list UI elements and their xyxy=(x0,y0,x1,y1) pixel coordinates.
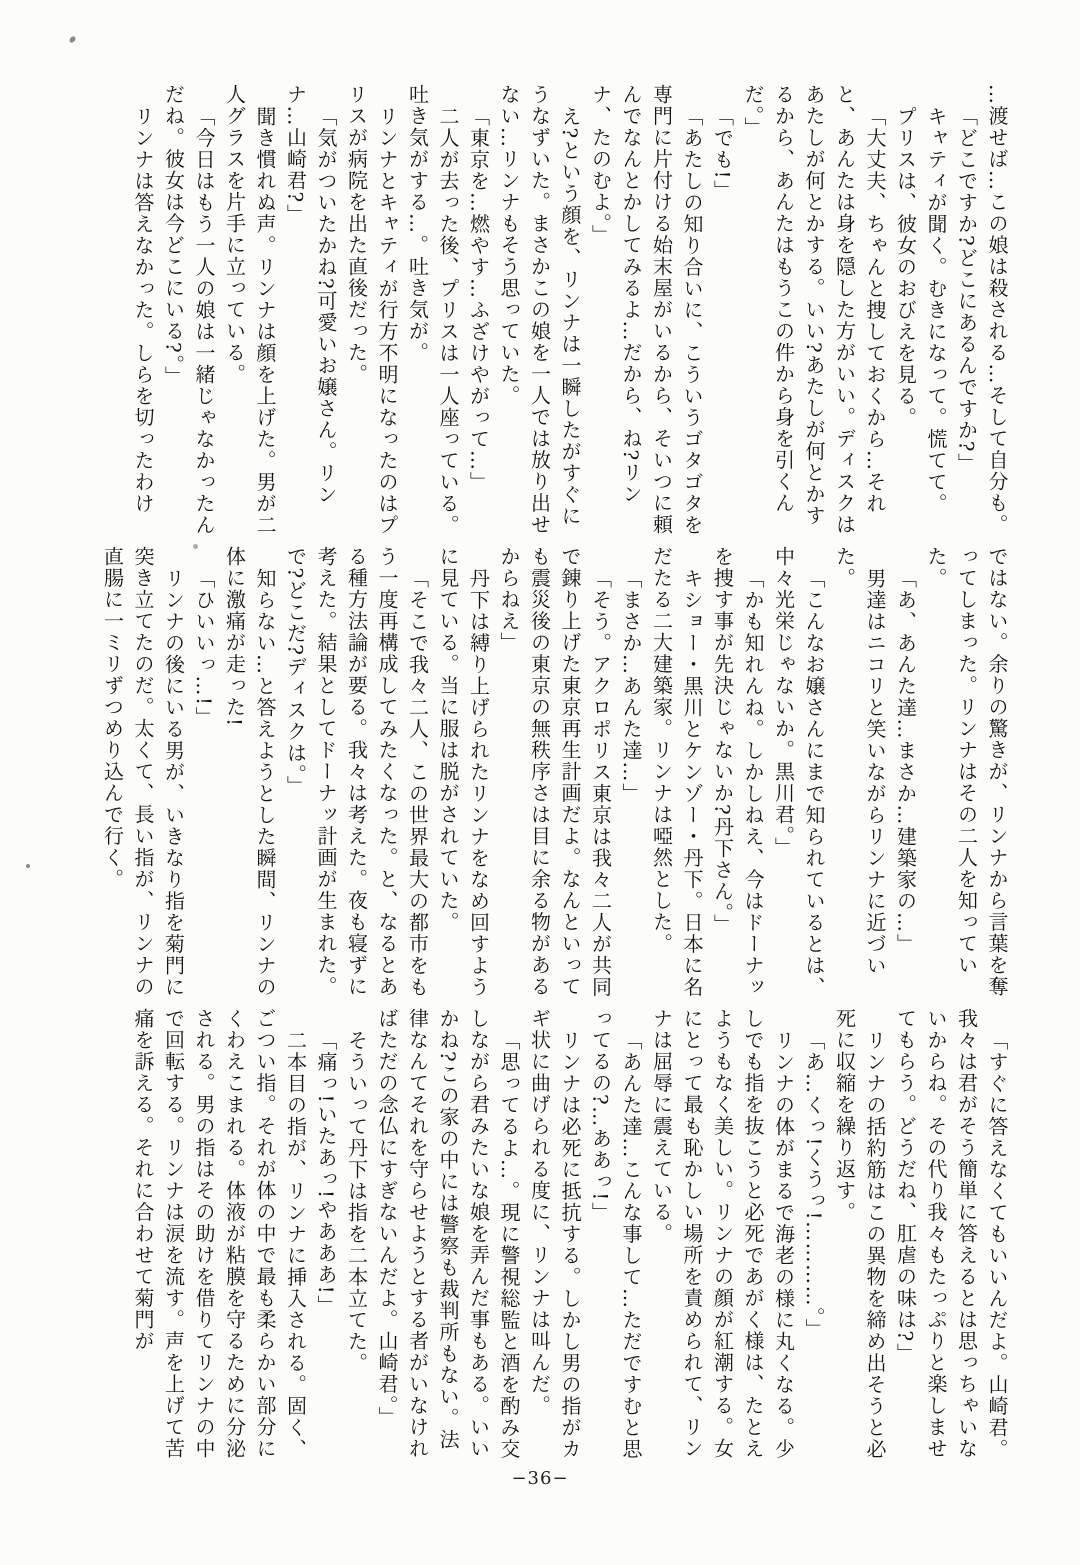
paragraph: 「今日はもう一人の娘は一緒じゃなかったんだね。彼女は今どこにいる?。」 xyxy=(161,84,216,536)
paragraph: 「そこで我々二人、この世界最大の都市をもう一度再構成してみたくなった。と、なるとある種方法論が要る。我々は考えた。夜も寝ずに考えた。結果としてドーナッ計画が生まれた。で?どこだ?ディスクは。」 xyxy=(283,546,430,998)
paragraph: 「こんなお嬢さんにまで知られているとは、中々光栄じゃないか。黒川君。」 xyxy=(771,546,826,998)
paragraph: 聞き慣れぬ声。リンナは顔を上げた。男が二人グラスを片手に立っている。 xyxy=(222,84,277,536)
scan-speck xyxy=(26,864,30,868)
paragraph: 「あ、あんた達…まさか…建築家の…」 xyxy=(893,567,918,955)
paragraph: 「あ…くっ!くうっ!…………。」 xyxy=(802,1029,826,1340)
paragraph: 知らない…と答えようとした瞬間、リンナの体に激痛が走った! xyxy=(222,546,277,998)
page-number: −36− xyxy=(511,1468,569,1489)
paragraph: キャティが聞く。むきになって。慌てて。 xyxy=(924,105,948,514)
paragraph: 「かも知れんね。しかしねえ、今はドーナッを捜す事が先決じゃないか?丹下さん。」 xyxy=(710,546,765,998)
text-area xyxy=(100,84,1012,1470)
text-band-bottom xyxy=(100,1008,1012,1460)
paragraph: 「すぐに答えなくてもいいんだよ。山崎君。我々は君がそう簡単に答えるとは思っちゃいないからね。その代り我々もたっぷりと楽しませてもらう。どうだね、肛虐の味は?」 xyxy=(893,1008,1009,1460)
paragraph: ではない。余りの驚きが、リンナから言葉を奪ってしまった。リンナはその二人を知っていた。 xyxy=(924,546,1009,998)
paragraph: 「まさか…あんた達…」 xyxy=(619,567,643,804)
paragraph: リンナとキャティが行方不明になったのはプリスが病院を出た直後だった。 xyxy=(344,84,399,536)
paragraph: 「気がついたかね?可愛いお嬢さん。リンナ…山崎君?」 xyxy=(283,84,338,505)
paragraph: リンナは必死に抵抗する。しかし男の指がカギ状に曲げられる度に、リンナは叫んだ。 xyxy=(527,1008,582,1460)
text-band-top xyxy=(100,84,1012,536)
paragraph: 「あたしの知り合いに、こういうゴタゴタを専門に片付ける始末屋がいるから、そいつに頼んでなんとかしてみるよ…だから、ね?リンナ、たのむよ。」 xyxy=(588,84,704,536)
paragraph: リンナの体がまるで海老の様に丸くなる。少しでも指を抜こうと必死であがく様は、たとえようもなく美しい。リンナの顔が紅潮する。女にとって最も恥かしい場所を責められて、リンナは屈辱に震えている。 xyxy=(649,1008,796,1460)
paragraph: 二本目の指が、リンナに挿入される。固く、ごつい指。それが体の中で最も柔らかい部分にくわえこまれる。体液が粘膜を守るために分泌される。男の指はその助けを借りてリンナの中で回転する。リンナは涙を流す。声を上げて苦痛を訴える。それに合わせて菊門が xyxy=(131,1008,308,1460)
paragraph: 「痛っ!いたあっ!やあああ!」 xyxy=(314,1029,338,1317)
paragraph: 「どこですか?どこにあるんですか?」 xyxy=(954,105,979,474)
paragraph: 「ひいいっ…!」 xyxy=(192,567,216,728)
paragraph: 「あんた達…こんな事して…ただですむと思ってるの?…ああっ!」 xyxy=(588,1008,643,1460)
paragraph: 「思ってるよ…。現に警視総監と酒を酌み交しながら君みたいな娘を弄んだ事もある。いいかね?この家の中には警察も裁判所もない。法律なんてそれを守らせようとする者がいなければただの念仏にすぎないんだよ。山崎君。」 xyxy=(375,1008,521,1460)
scan-speck xyxy=(193,544,198,549)
paragraph: リンナは答えなかった。しらを切ったわけ xyxy=(131,105,155,514)
paragraph: 二人が去った後、プリスは一人座っている。吐き気がする…。吐き気が。 xyxy=(405,84,460,536)
paragraph: 「東京を…燃やす…ふざけやがって…」 xyxy=(466,105,491,493)
paragraph: 丹下は縛り上げられたリンナをなめ回すように見ている。当に服は脱がされていた。 xyxy=(436,546,491,998)
paragraph: え?という顔を、リンナは一瞬したがすぐにうなずいた。まさかこの娘を一人では放り出せない…リンナもそう思っていた。 xyxy=(497,84,582,536)
paragraph: 「そう。アクロポリス東京は我々二人が共同で錬り上げた東京再生計画だよ。なんといっても震災後の東京の無秩序さは目に余る物があるからねえ」 xyxy=(497,546,613,998)
paragraph: そういって丹下は指を二本立てた。 xyxy=(344,1029,369,1374)
text-band-middle xyxy=(100,546,1012,998)
paragraph: 「でも!」 xyxy=(710,105,735,202)
scan-speck xyxy=(68,35,76,44)
paragraph: リンナの後にいる男が、いきなり指を菊門に突き立てたのだ。太くて、長い指が、リンナの直腸に一ミリずつめり込んで行く。 xyxy=(100,546,186,998)
paragraph: 男達はニコリと笑いながらリンナに近づいた。 xyxy=(832,546,887,976)
paragraph: …渡せば…この娘は殺される…そして自分も。 xyxy=(985,84,1009,536)
paragraph: リンナの括約筋はこの異物を締め出そうと必死に収縮を繰り返す。 xyxy=(832,1008,887,1460)
paragraph: プリスは、彼女のおびえを見る。 xyxy=(893,105,918,428)
paragraph: キショー・黒川とケンゾー・丹下。日本に名だたる二大建築家。リンナは啞然とした。 xyxy=(649,546,704,998)
paragraph: 「大丈夫、ちゃんと捜しておくから…それと、あんたは身を隠した方がいい。ディスクはあたしが何とかする。いい?あたしが何とかするから、あんたはもうこの件から身を引くんだ。」 xyxy=(741,84,887,536)
